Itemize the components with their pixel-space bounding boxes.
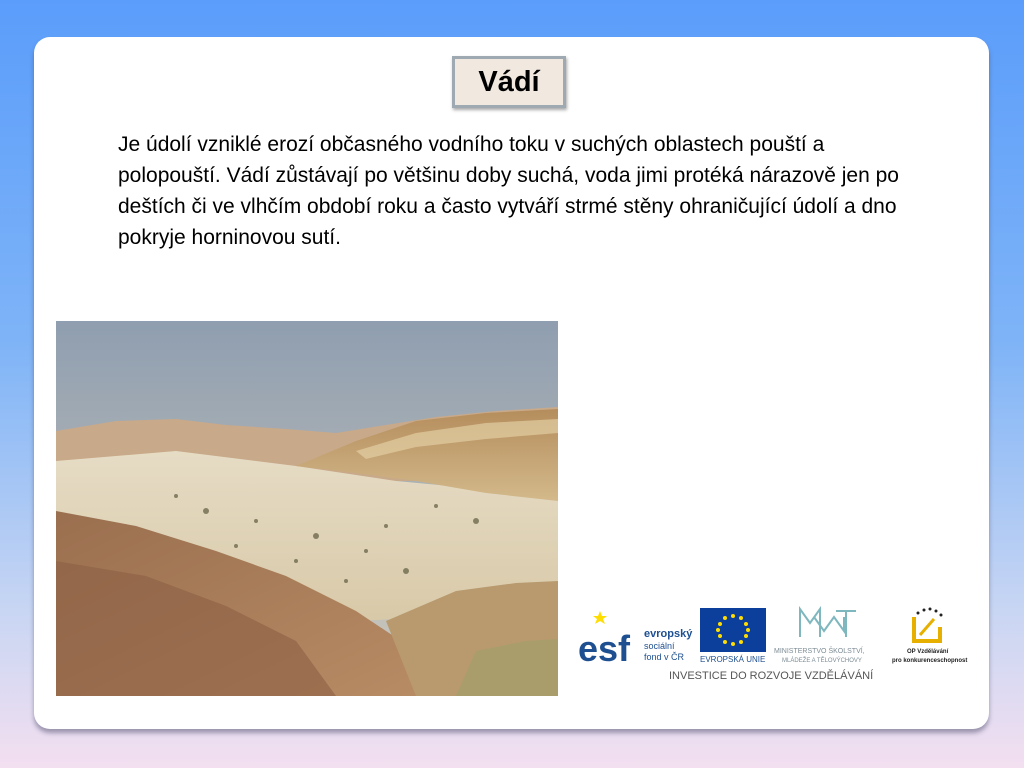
msmt-line-2: MLÁDEŽE A TĚLOVÝCHOVY bbox=[782, 658, 862, 664]
esf-line-3: fond v ČR bbox=[644, 652, 685, 662]
msmt-line-1: MINISTERSTVO ŠKOLSTVÍ, bbox=[774, 648, 865, 655]
msmt-logo bbox=[800, 609, 856, 637]
op-line-1: OP Vzdělávání bbox=[907, 649, 949, 655]
esf-logo bbox=[578, 607, 631, 667]
op-line-2: pro konkurenceschopnost bbox=[892, 658, 968, 664]
op-logo bbox=[914, 608, 943, 642]
investice-label: INVESTICE DO ROZVOJE VZDĚLÁVÁNÍ bbox=[669, 670, 874, 682]
wadi-photo bbox=[56, 321, 558, 696]
eu-label: EVROPSKÁ UNIE bbox=[700, 655, 766, 664]
slide-paragraph: Je údolí vzniklé erozí občasného vodního toku v suchých oblastech pouští a polopouští. Vádí zůstávají po většinu doby suchá, voda jimi protéká nárazově jen po deštích či ve vlhčím období roku a často vytváří strmé stěny ohraničující údolí a dno pokryje horninovou sutí. bbox=[118, 133, 899, 249]
esf-line-2: sociální bbox=[644, 641, 675, 651]
slide-title: Vádí bbox=[452, 56, 566, 108]
eu-flag-icon bbox=[700, 608, 766, 652]
esf-line-1: evropský bbox=[644, 628, 693, 640]
svg-text:esf: esf bbox=[578, 628, 631, 667]
